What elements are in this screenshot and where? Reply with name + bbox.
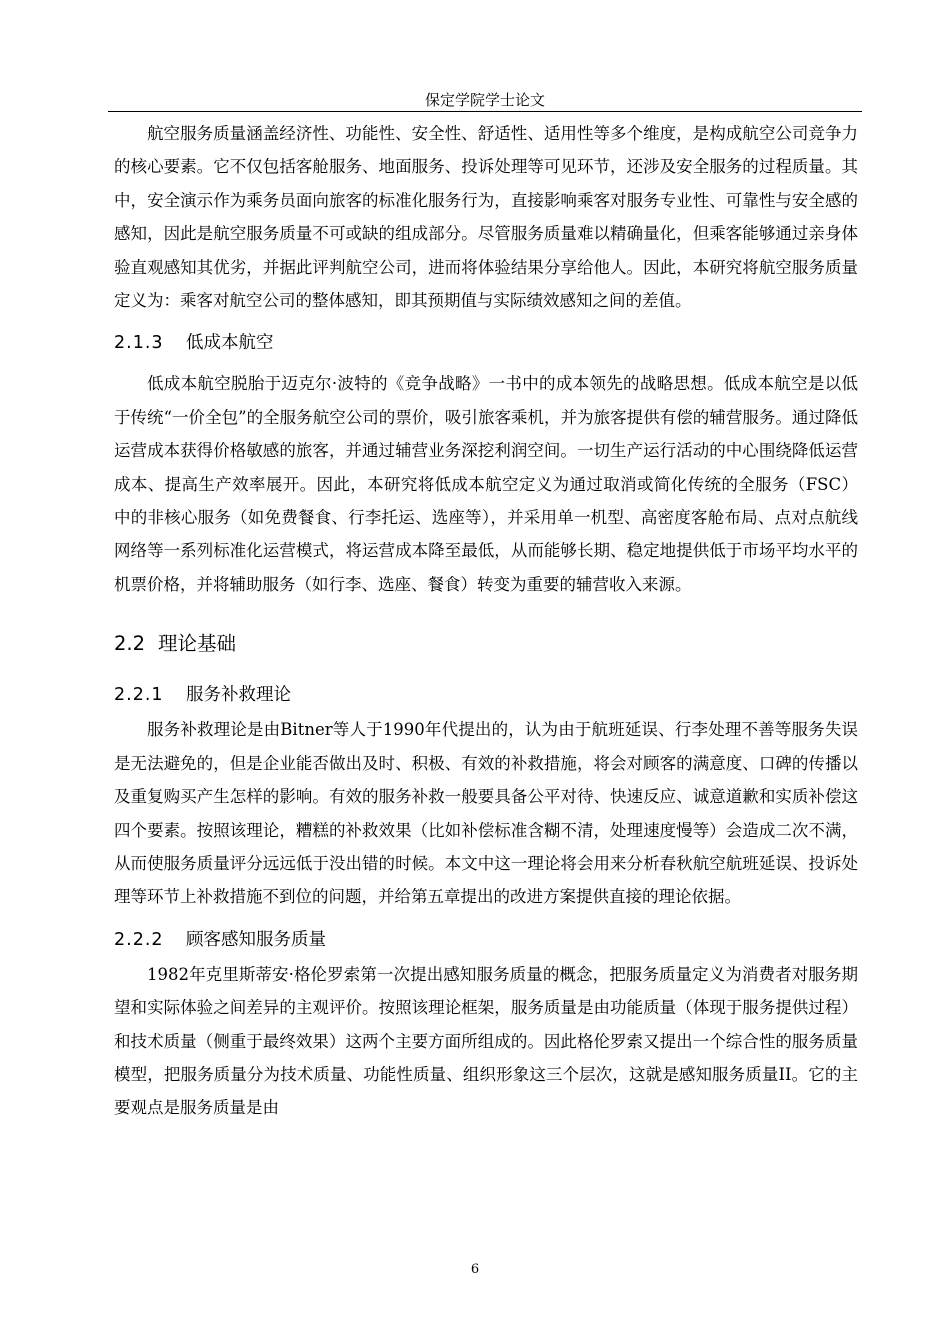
header-rule — [108, 111, 862, 112]
heading-number: 2.2 — [114, 632, 146, 656]
heading-2-2-1 — [114, 683, 858, 707]
heading-2-2-2 — [114, 928, 858, 952]
heading-title: 服务补救理论 — [186, 685, 291, 706]
paragraph-service-recovery: 服务补救理论是由Bitner等人于1990年代提出的，认为由于航班延误、行李处理不善等服务失误是无法避免的，但是企业能否做出及时、积极、有效的补救措施，将会对顾客的满意度、口碑的传播以及重复购买产生怎样的影响。有效的服务补救一般要具备公平对待、快速反应、诚意道歉和实质补偿这四个要素。按照该理论，糟糕的补救效果（比如补偿标准含糊不清，处理速度慢等）会造成二次不满，从而使服务质量评分远远低于没出错的时候。本文中这一理论将会用来分析春秋航空航班延误、投诉处理等环节上补救措施不到位的问题，并给第五章提出的改进方案提供直接的理论依据。 — [114, 720, 858, 907]
page-number: 6 — [470, 1262, 480, 1277]
page-body — [114, 117, 858, 1125]
heading-2-2 — [114, 631, 858, 657]
paragraph-perceived-quality: 1982年克里斯蒂安·格伦罗索第一次提出感知服务质量的概念，把服务质量定义为消费者对服务期望和实际体验之间差异的主观评价。按照该理论框架，服务质量是由功能质量（体现于服务提供过程）和技术质量（侧重于最终效果）这两个主要方面所组成的。因此格伦罗索又提出一个综合性的服务质量模型，把服务质量分为技术质量、功能性质量、组织形象这三个层次，这就是感知服务质量II。它的主要观点是服务质量是由 — [114, 964, 858, 1118]
heading-number: 2.2.2 — [114, 929, 164, 950]
heading-title: 顾客感知服务质量 — [186, 929, 326, 950]
heading-number: 2.2.1 — [114, 685, 164, 706]
page-header-title: 保定学院学士论文 — [424, 91, 545, 109]
heading-title: 低成本航空 — [186, 333, 274, 354]
heading-2-1-3 — [114, 331, 858, 355]
heading-number: 2.1.3 — [114, 333, 164, 354]
paragraph-service-quality: 航空服务质量涵盖经济性、功能性、安全性、舒适性、适用性等多个维度，是构成航空公司竞争力的核心要素。它不仅包括客舱服务、地面服务、投诉处理等可见环节，还涉及安全服务的过程质量。其中，安全演示作为乘务员面向旅客的标准化服务行为，直接影响乘客对服务专业性、可靠性与安全感的感知，因此是航空服务质量不可或缺的组成部分。尽管服务质量难以精确量化，但乘客能够通过亲身体验直观感知其优劣，并据此评判航空公司，进而将体验结果分享给他人。因此，本研究将航空服务质量定义为：乘客对航空公司的整体感知，即其预期值与实际绩效感知之间的差值。 — [114, 124, 858, 311]
heading-title: 理论基础 — [158, 632, 237, 656]
paragraph-low-cost-airline: 低成本航空脱胎于迈克尔·波特的《竞争战略》一书中的成本领先的战略思想。低成本航空是以低于传统“一价全包”的全服务航空公司的票价，吸引旅客乘机，并为旅客提供有偿的辅营服务。通过降低运营成本获得价格敏感的旅客，并通过辅营业务深挖利润空间。一切生产运行活动的中心围绕降低运营成本、提高生产效率展开。因此，本研究将低成本航空定义为通过取消或简化传统的全服务（FSC）中的非核心服务（如免费餐食、行李托运、选座等），并采用单一机型、高密度客舱布局、点对点航线网络等一系列标准化运营模式，将运营成本降至最低，从而能够长期、稳定地提供低于市场平均水平的机票价格，并将辅助服务（如行李、选座、餐食）转变为重要的辅营收入来源。 — [114, 374, 858, 594]
